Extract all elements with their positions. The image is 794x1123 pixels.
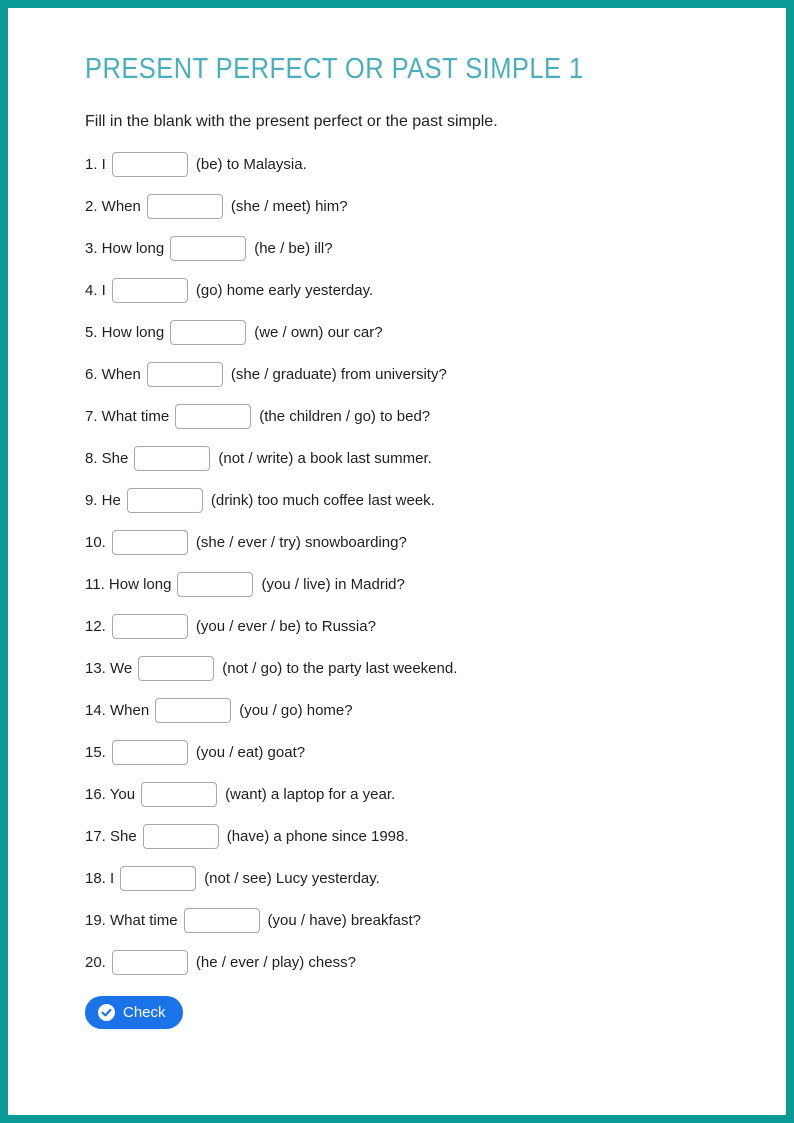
- question-text-after: (not / see) Lucy yesterday.: [204, 870, 380, 887]
- question-row: [85, 698, 726, 723]
- answer-input[interactable]: [141, 782, 217, 807]
- question-text-after: (not / go) to the party last weekend.: [222, 660, 458, 677]
- question-text-after: (drink) too much coffee last week.: [210, 492, 435, 509]
- answer-input[interactable]: [112, 614, 188, 639]
- check-circle-icon: [98, 1004, 115, 1021]
- question-row: [85, 404, 726, 429]
- answer-input[interactable]: [112, 152, 188, 177]
- question-text-before: 19. What time: [85, 912, 178, 929]
- question-row: [85, 656, 726, 681]
- answer-input[interactable]: [170, 236, 246, 261]
- question-text-after: (she / graduate) from university?: [230, 366, 447, 383]
- question-text-before: 10.: [85, 534, 106, 551]
- question-text-before: 15.: [85, 744, 106, 761]
- question-text-before: 8. She: [85, 450, 129, 467]
- question-row: [85, 530, 726, 555]
- question-row: [85, 908, 726, 933]
- answer-input[interactable]: [155, 698, 231, 723]
- worksheet-content: [8, 8, 786, 1029]
- question-text-after: (she / meet) him?: [230, 198, 348, 215]
- exercise-instruction: Fill in the blank with the present perfect or the past simple.: [85, 113, 498, 130]
- answer-input[interactable]: [175, 404, 251, 429]
- question-text-after: (he / ever / play) chess?: [195, 954, 356, 971]
- question-text-after: (you / live) in Madrid?: [261, 576, 405, 593]
- question-text-before: 2. When: [85, 198, 141, 215]
- answer-input[interactable]: [147, 194, 223, 219]
- page-title: PRESENT PERFECT OR PAST SIMPLE 1: [85, 53, 584, 85]
- question-row: [85, 362, 726, 387]
- answer-input[interactable]: [127, 488, 203, 513]
- question-text-after: (have) a phone since 1998.: [226, 828, 409, 845]
- answer-input[interactable]: [177, 572, 253, 597]
- question-text-after: (be) to Malaysia.: [195, 156, 307, 173]
- question-text-before: 14. When: [85, 702, 150, 719]
- answer-input[interactable]: [147, 362, 223, 387]
- question-text-after: (you / eat) goat?: [195, 744, 306, 761]
- question-text-before: 6. When: [85, 366, 141, 383]
- question-text-before: 7. What time: [85, 408, 170, 425]
- question-row: [85, 236, 726, 261]
- question-row: [85, 446, 726, 471]
- question-row: [85, 488, 726, 513]
- question-row: [85, 320, 726, 345]
- question-text-before: 11. How long: [85, 576, 172, 593]
- question-row: [85, 278, 726, 303]
- question-text-after: (we / own) our car?: [254, 324, 383, 341]
- question-row: [85, 194, 726, 219]
- question-list: [85, 152, 726, 975]
- question-text-before: 1. I: [85, 156, 106, 173]
- question-text-after: (you / ever / be) to Russia?: [195, 618, 376, 635]
- check-button[interactable]: [85, 996, 183, 1029]
- question-text-after: (want) a laptop for a year.: [225, 786, 396, 803]
- question-row: [85, 740, 726, 765]
- question-text-before: 16. You: [85, 786, 136, 803]
- question-text-after: (he / be) ill?: [254, 240, 333, 257]
- question-text-before: 18. I: [85, 870, 115, 887]
- question-row: [85, 782, 726, 807]
- question-text-after: (not / write) a book last summer.: [218, 450, 432, 467]
- answer-input[interactable]: [112, 740, 188, 765]
- answer-input[interactable]: [134, 446, 210, 471]
- question-text-before: 4. I: [85, 282, 106, 299]
- question-row: [85, 572, 726, 597]
- question-text-before: 9. He: [85, 492, 121, 509]
- answer-input[interactable]: [120, 866, 196, 891]
- answer-input[interactable]: [112, 950, 188, 975]
- question-row: [85, 614, 726, 639]
- answer-input[interactable]: [112, 530, 188, 555]
- question-row: [85, 950, 726, 975]
- question-text-after: (the children / go) to bed?: [259, 408, 431, 425]
- question-text-after: (you / go) home?: [239, 702, 353, 719]
- question-text-before: 20.: [85, 954, 106, 971]
- check-button-label: Check: [123, 1004, 166, 1021]
- question-text-before: 5. How long: [85, 324, 165, 341]
- question-text-after: (go) home early yesterday.: [195, 282, 374, 299]
- answer-input[interactable]: [170, 320, 246, 345]
- answer-input[interactable]: [138, 656, 214, 681]
- question-text-before: 13. We: [85, 660, 133, 677]
- question-text-after: (you / have) breakfast?: [267, 912, 421, 929]
- question-row: [85, 824, 726, 849]
- question-row: [85, 152, 726, 177]
- question-text-before: 12.: [85, 618, 106, 635]
- answer-input[interactable]: [112, 278, 188, 303]
- answer-input[interactable]: [184, 908, 260, 933]
- question-row: [85, 866, 726, 891]
- question-text-after: (she / ever / try) snowboarding?: [195, 534, 407, 551]
- answer-input[interactable]: [143, 824, 219, 849]
- question-text-before: 3. How long: [85, 240, 165, 257]
- question-text-before: 17. She: [85, 828, 137, 845]
